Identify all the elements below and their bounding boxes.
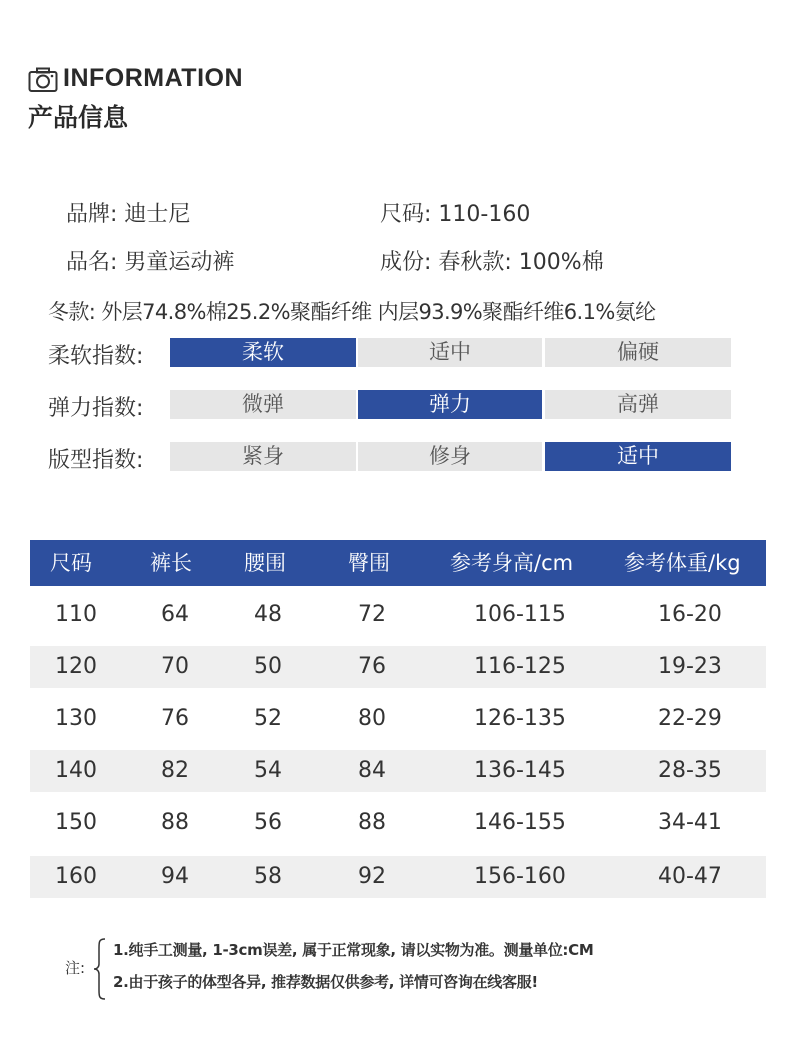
cell-length: 76 [161, 706, 189, 731]
cell-waist: 48 [254, 602, 282, 627]
header-weight: 参考体重/kg [624, 551, 741, 575]
camera-icon [28, 67, 58, 93]
cell-size: 130 [55, 706, 97, 731]
cell-length: 88 [161, 810, 189, 835]
cell-waist: 50 [254, 654, 282, 679]
cell-size: 150 [55, 810, 97, 835]
winter-composition-text: 冬款: 外层74.8%棉25.2%聚酯纤维 内层93.9%聚酯纤维6.1%氨纶 [48, 300, 656, 324]
cell-weight: 19-23 [658, 654, 722, 679]
product-name-text: 品名: 男童运动裤 [66, 250, 235, 275]
cell-height: 146-155 [474, 810, 566, 835]
cell-weight: 22-29 [658, 706, 722, 731]
header-waist: 腰围 [244, 551, 286, 575]
composition-text: 成份: 春秋款: 100%棉 [380, 250, 604, 275]
table-row [30, 856, 766, 898]
fit-option-regular: 适中 [545, 442, 731, 471]
table-row [30, 802, 766, 844]
softness-option-medium: 适中 [358, 338, 542, 367]
cell-hip: 92 [358, 864, 386, 889]
table-row [30, 698, 766, 740]
note-item-1: 1.纯手工测量, 1-3cm误差, 属于正常现象, 请以实物为准。测量单位:CM [113, 941, 594, 959]
table-row [30, 594, 766, 636]
elasticity-option-stretch: 弹力 [358, 390, 542, 419]
cell-height: 136-145 [474, 758, 566, 783]
elasticity-option-high: 高弹 [545, 390, 731, 419]
elasticity-label: 弹力指数: [48, 396, 144, 421]
elasticity-option-slight: 微弹 [170, 390, 356, 419]
cell-height: 156-160 [474, 864, 566, 889]
header-length: 裤长 [150, 551, 192, 575]
cell-waist: 56 [254, 810, 282, 835]
cell-waist: 52 [254, 706, 282, 731]
cell-height: 116-125 [474, 654, 566, 679]
cell-length: 64 [161, 602, 189, 627]
fit-option-slim: 修身 [358, 442, 542, 471]
cell-size: 110 [55, 602, 97, 627]
cell-size: 140 [55, 758, 97, 783]
cell-height: 106-115 [474, 602, 566, 627]
softness-label: 柔软指数: [48, 344, 144, 369]
curly-brace-icon [93, 938, 107, 1000]
cell-size: 120 [55, 654, 97, 679]
cell-weight: 34-41 [658, 810, 722, 835]
cell-length: 82 [161, 758, 189, 783]
cell-waist: 54 [254, 758, 282, 783]
cell-hip: 84 [358, 758, 386, 783]
cell-weight: 40-47 [658, 864, 722, 889]
fit-option-tight: 紧身 [170, 442, 356, 471]
cell-length: 94 [161, 864, 189, 889]
cell-hip: 80 [358, 706, 386, 731]
cell-weight: 28-35 [658, 758, 722, 783]
notes-label: 注: [65, 959, 86, 977]
cell-hip: 76 [358, 654, 386, 679]
fit-label: 版型指数: [48, 448, 144, 473]
cell-length: 70 [161, 654, 189, 679]
cell-weight: 16-20 [658, 602, 722, 627]
header-height: 参考身高/cm [450, 551, 574, 575]
table-row [30, 646, 766, 688]
note-item-2: 2.由于孩子的体型各异, 推荐数据仅供参考, 详情可咨询在线客服! [113, 973, 538, 991]
softness-option-soft: 柔软 [170, 338, 356, 367]
cell-hip: 88 [358, 810, 386, 835]
table-row [30, 750, 766, 792]
softness-option-hard: 偏硬 [545, 338, 731, 367]
section-title-cn: 产品信息 [28, 103, 129, 132]
header-size: 尺码 [50, 551, 92, 575]
cell-height: 126-135 [474, 706, 566, 731]
cell-waist: 58 [254, 864, 282, 889]
brand-text: 品牌: 迪士尼 [66, 202, 191, 227]
section-title-en: INFORMATION [63, 64, 244, 92]
cell-size: 160 [55, 864, 97, 889]
size-range-text: 尺码: 110-160 [380, 202, 531, 227]
header-hip: 臀围 [348, 551, 390, 575]
cell-hip: 72 [358, 602, 386, 627]
